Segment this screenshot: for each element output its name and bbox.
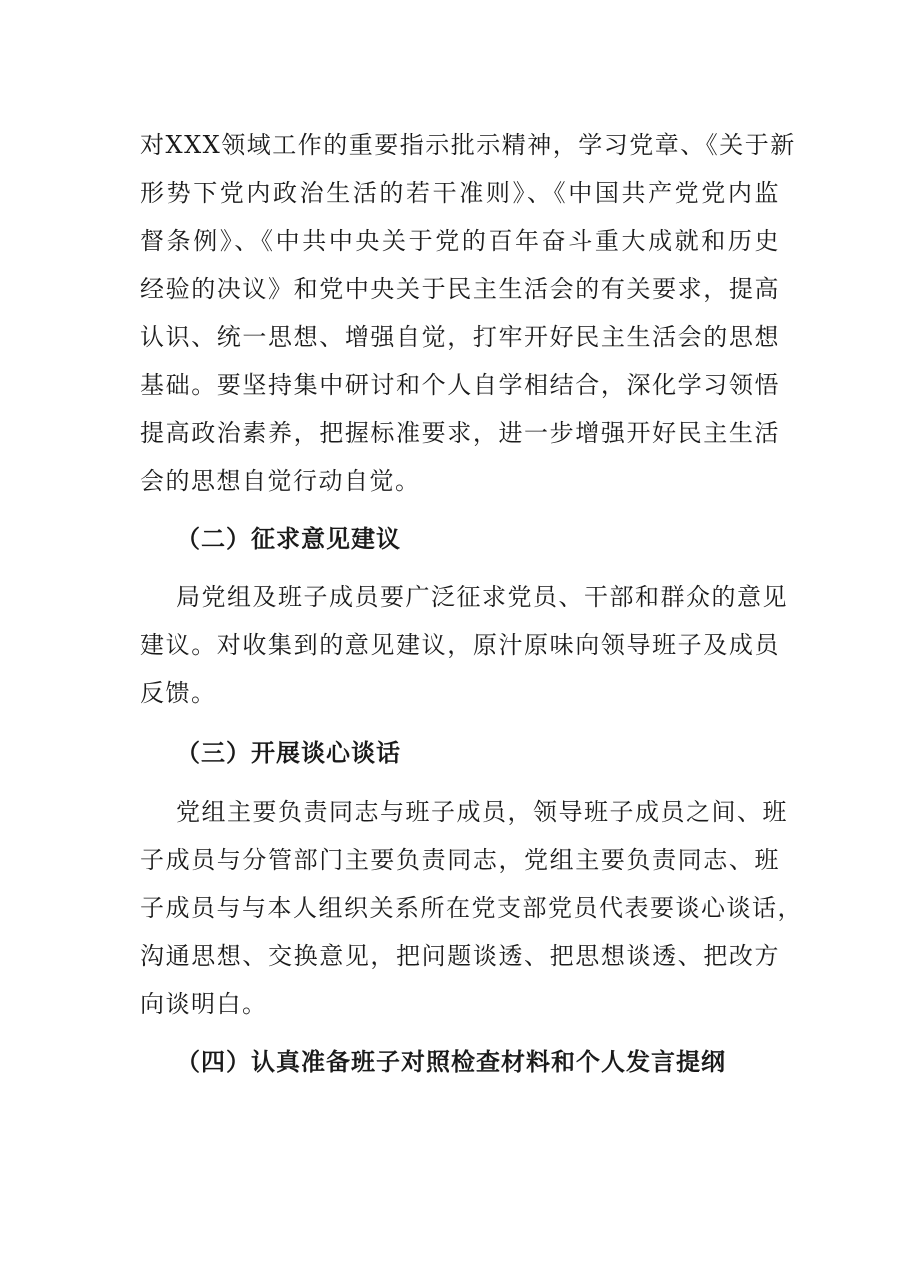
paragraph-line: 子成员与分管部门主要负责同志，党组主要负责同志、班 (140, 846, 780, 874)
paragraph-line: 会的思想自觉行动自觉。 (140, 467, 421, 495)
paragraph-line: 形势下党内政治生活的若干准则》、《中国共产党党内监 (140, 179, 780, 207)
paragraph-line: 党组主要负责同志与班子成员，领导班子成员之间、班 (176, 798, 788, 826)
paragraph-line: 局党组及班子成员要广泛征求党员、干部和群众的意见 (176, 583, 788, 611)
paragraph-line: 子成员与与本人组织关系所在党支部党员代表要谈心谈话， (140, 894, 803, 922)
section-heading: （二）征求意见建议 (176, 525, 401, 553)
paragraph-line: 认识、统一思想、增强自觉，打牢开好民主生活会的思想 (140, 323, 780, 351)
paragraph-line: 督条例》、《中共中央关于党的百年奋斗重大成就和历史 (140, 227, 780, 255)
section-heading: （三）开展谈心谈话 (176, 739, 401, 767)
section-heading: （四）认真准备班子对照检查材料和个人发言提纲 (176, 1048, 726, 1076)
paragraph-line: 经验的决议》和党中央关于民主生活会的有关要求，提高 (140, 275, 780, 303)
paragraph-line: 对XXX领域工作的重要指示批示精神，学习党章、《关于新 (140, 131, 796, 159)
paragraph-line: 建议。对收集到的意见建议，原汁原味向领导班子及成员 (140, 631, 780, 659)
paragraph-line: 反馈。 (140, 679, 217, 707)
paragraph-line: 沟通思想、交换意见，把问题谈透、把思想谈透、把改方 (140, 942, 780, 970)
paragraph-line: 向谈明白。 (140, 990, 268, 1018)
paragraph-line: 基础。要坚持集中研讨和个人自学相结合，深化学习领悟 (140, 371, 780, 399)
paragraph-line: 提高政治素养，把握标准要求，进一步增强开好民主生活 (140, 419, 780, 447)
